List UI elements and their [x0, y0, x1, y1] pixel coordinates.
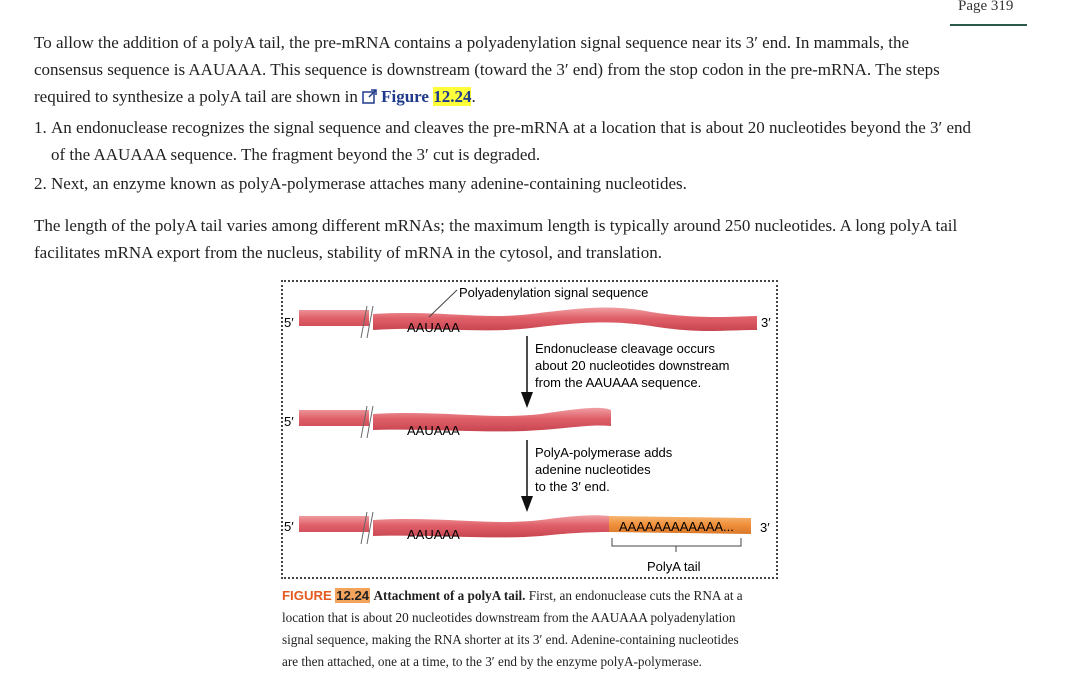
- three-prime-label: 3′: [761, 315, 771, 330]
- step1-description-line: Endonuclease cleavage occurs: [535, 341, 715, 356]
- length-paragraph: [34, 212, 1034, 266]
- signal-sequence-label: Polyadenylation signal sequence: [459, 285, 649, 300]
- figure-link-word: Figure: [381, 87, 429, 106]
- arrow-down-icon: [521, 392, 533, 408]
- step-text-line-1: An endonuclease recognizes the signal sequence and cleaves the pre-mRNA at a location that is about 20 nucleotides beyond the 3′ end: [51, 118, 972, 137]
- page-number-rule: [950, 24, 1027, 26]
- paragraph2-line-1: The length of the polyA tail varies among different mRNAs; the maximum length is typically around 250 nucleotides. A long polyA tail: [34, 216, 958, 235]
- five-prime-label: 5′: [284, 315, 294, 330]
- step1-description-line: about 20 nucleotides downstream: [535, 358, 730, 373]
- step-text-line-1: Next, an enzyme known as polyA-polymerase attaches many adenine-containing nucleotides.: [51, 174, 687, 193]
- intro-line-2: consensus sequence is AAUAAA. This sequence is downstream (toward the 3′ end) from the stop codon in the pre-mRNA. The steps: [34, 60, 940, 79]
- caption-line-2: location that is about 20 nucleotides downstream from the AAUAAA polyadenylation: [282, 610, 736, 625]
- intro-paragraph: [34, 29, 1034, 110]
- step-number: 1.: [34, 118, 47, 137]
- step1-description-line: from the AAUAAA sequence.: [535, 375, 702, 390]
- aauaaa-label: AAUAAA: [407, 423, 460, 438]
- five-prime-label: 5′: [284, 519, 294, 534]
- external-link-icon: [362, 88, 378, 104]
- five-prime-label: 5′: [284, 414, 294, 429]
- list-item: [34, 114, 1034, 168]
- caption-line-1: First, an endonuclease cuts the RNA at a: [528, 588, 743, 603]
- polya-tail-bracket: [612, 538, 741, 552]
- caption-line-4: are then attached, one at a time, to the 3′ end by the enzyme polyA-polymerase.: [282, 654, 702, 669]
- caption-label: FIGURE: [282, 588, 332, 603]
- caption-title: Attachment of a polyA tail.: [373, 588, 526, 603]
- polya-sequence: AAAAAAAAAAAA...: [619, 519, 734, 534]
- figure-link[interactable]: [362, 87, 471, 106]
- signal-pointer-line: [429, 290, 457, 317]
- intro-line-1: To allow the addition of a polyA tail, the pre-mRNA contains a polyadenylation signal sequence near its 3′ end. In mammals, the: [34, 33, 909, 52]
- aauaaa-label: AAUAAA: [407, 320, 460, 335]
- paragraph2-line-2: facilitates mRNA export from the nucleus, stability of mRNA in the cytosol, and translation.: [34, 243, 662, 262]
- caption-number: 12.24: [336, 588, 370, 603]
- three-prime-label: 3′: [760, 520, 770, 535]
- page-number: Page 319: [958, 0, 1014, 14]
- figure-link-number: 12.24: [433, 87, 472, 106]
- step2-description-line: PolyA-polymerase adds: [535, 445, 673, 460]
- steps-list: [34, 114, 1034, 199]
- intro-line-3-suffix: .: [471, 87, 476, 106]
- step2-description-line: to the 3′ end.: [535, 479, 610, 494]
- list-item: [34, 170, 1034, 197]
- intro-line-3-prefix: required to synthesize a polyA tail are shown in: [34, 87, 358, 106]
- step2-description-line: adenine nucleotides: [535, 462, 651, 477]
- caption-line-3: signal sequence, making the RNA shorter at its 3′ end. Adenine-containing nucleotides: [282, 632, 739, 647]
- arrow-down-icon: [521, 496, 533, 512]
- polya-figure: [281, 280, 778, 579]
- aauaaa-label: AAUAAA: [407, 527, 460, 542]
- step-text-line-2: of the AAUAAA sequence. The fragment beyond the 3′ cut is degraded.: [51, 145, 541, 164]
- rna-strand-full: [299, 308, 757, 331]
- polya-tail-label: PolyA tail: [647, 559, 701, 574]
- step-number: 2.: [34, 174, 47, 193]
- figure-caption: [282, 585, 778, 673]
